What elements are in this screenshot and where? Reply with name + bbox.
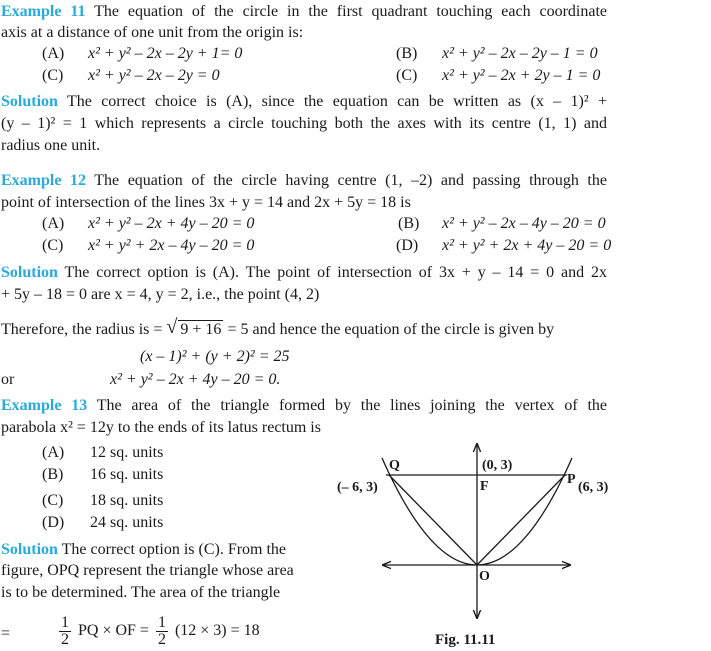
ex13-option-d: 24 sq. units	[90, 514, 164, 531]
label-q: Q	[389, 458, 400, 473]
ex13-option-d-letter: (D)	[42, 514, 65, 531]
ex12-option-b-letter: (B)	[398, 215, 420, 232]
ex12-line2: point of intersection of the lines 3x + y = 14 and 2x + 5y = 18 is	[1, 194, 411, 211]
radius-line: Therefore, the radius is = √ 9 + 16 = 5 and hence the equation of the circle is given by	[1, 316, 555, 338]
ex11-option-b-letter: (B)	[396, 45, 418, 62]
line-oq	[389, 475, 477, 565]
ex11-option-c-letter: (C)	[42, 67, 64, 84]
ex13-option-c: 18 sq. units	[90, 492, 164, 509]
ex12-option-c-letter: (C)	[42, 237, 64, 254]
half-fraction: $\frac{1}{2}$	[61, 614, 69, 648]
or-label: or	[1, 371, 15, 388]
example-11-label: Example 11	[1, 3, 86, 20]
label-p-coord: (6, 3)	[578, 480, 609, 495]
ex11-solution-line2: (y – 1)² = 1 which represents a circle touching both the axes with its centre (1, 1) and	[1, 115, 607, 132]
ex11-option-d-letter: (C)	[396, 67, 418, 84]
ex13-option-b: 16 sq. units	[90, 466, 164, 483]
ex12-option-d-letter: (D)	[396, 237, 419, 254]
ex13-option-c-letter: (C)	[42, 492, 64, 509]
example-13-label: Example 13	[1, 397, 88, 414]
label-o: O	[479, 569, 490, 584]
ex12-option-b: x² + y² – 2x – 4y – 20 = 0	[442, 215, 606, 232]
ex12-line1: Example 12 The equation of the circle having centre (1, –2) and passing through the	[1, 172, 607, 189]
figure-caption: Fig. 11.11	[435, 632, 496, 648]
ex13-option-b-letter: (B)	[42, 466, 64, 483]
label-p: P	[567, 472, 576, 487]
ex11-option-b: x² + y² – 2x – 2y – 1 = 0	[442, 45, 598, 62]
line-op	[477, 475, 565, 565]
example-12-label: Example 12	[1, 172, 86, 189]
ex12-solution-line1: Solution The correct option is (A). The point of intersection of 3x + y – 14 = 0 and 2x	[1, 264, 607, 281]
ex12-solution-line2: + 5y – 18 = 0 are x = 4, y = 2, i.e., the point (4, 2)	[1, 286, 320, 303]
ex11-option-d: x² + y² – 2x + 2y – 1 = 0	[442, 67, 601, 84]
ex11-solution-line1: Solution The correct choice is (A), since the equation can be written as (x – 1)² +	[1, 93, 607, 110]
ex12-option-c: x² + y² + 2x – 4y – 20 = 0	[88, 237, 255, 254]
ex11-option-a: x² + y² – 2x – 2y + 1= 0	[88, 45, 243, 62]
ex11-line1: Example 11 The equation of the circle in the first quadrant touching each coordinate	[1, 3, 607, 20]
ex13-solution-line1: Solution The correct option is (C). From the	[1, 541, 287, 558]
sqrt-expression: √ 9 + 16	[166, 316, 222, 338]
ex13-option-a-letter: (A)	[42, 444, 65, 461]
ex11-line2: axis at a distance of one unit from the origin is:	[1, 24, 304, 41]
ex11-option-c: x² + y² – 2x – 2y = 0	[88, 67, 220, 84]
solution-label: Solution	[1, 264, 58, 281]
ex13-solution-line2: figure, OPQ represent the triangle whose area	[1, 562, 294, 579]
ex13-option-a: 12 sq. units	[90, 444, 164, 461]
ex12-option-a: x² + y² – 2x + 4y – 20 = 0	[88, 215, 255, 232]
ex13-line1: Example 13 The area of the triangle formed by the lines joining the vertex of the	[1, 397, 608, 414]
area-equals: =	[1, 625, 11, 642]
area-formula: $\frac{1}{2}$ PQ × OF = $\frac{1}{2}$ (12 × 3) = 18	[61, 614, 260, 648]
circle-equation-1: (x – 1)² + (y + 2)² = 25	[140, 348, 290, 365]
ex12-option-a-letter: (A)	[42, 215, 65, 232]
label-f: F	[480, 479, 489, 494]
solution-label: Solution	[1, 93, 58, 110]
circle-equation-2: x² + y² – 2x + 4y – 20 = 0.	[110, 371, 281, 388]
solution-label: Solution	[1, 541, 58, 558]
ex12-option-d: x² + y² + 2x + 4y – 20 = 0	[442, 237, 612, 254]
label-f-coord: (0, 3)	[482, 458, 513, 473]
label-q-coord: (– 6, 3)	[337, 480, 378, 495]
ex13-solution-line3: is to be determined. The area of the triangle	[1, 584, 281, 601]
ex11-option-a-letter: (A)	[42, 45, 65, 62]
ex13-line2: parabola x² = 12y to the ends of its latus rectum is	[1, 419, 321, 436]
half-fraction: $\frac{1}{2}$	[157, 614, 166, 648]
ex11-solution-line3: radius one unit.	[1, 137, 101, 154]
